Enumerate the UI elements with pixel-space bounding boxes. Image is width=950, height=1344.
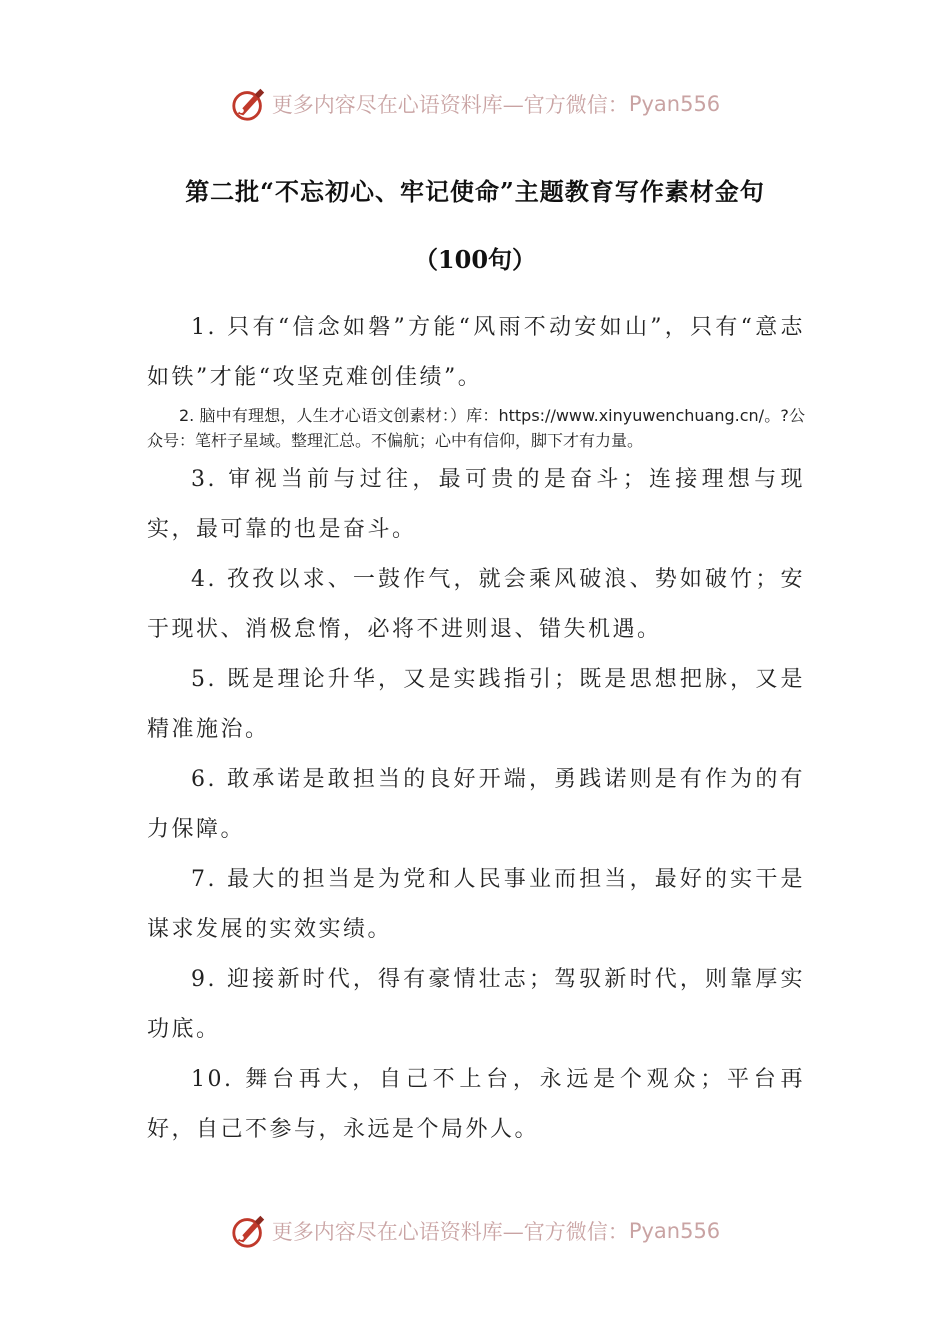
quote-paragraph: 10. 舞台再大，自己不上台，永远是个观众；平台再好，自己不参与，永远是个局外人。	[147, 1067, 805, 1142]
quill-logo-icon	[230, 1212, 268, 1250]
banner-wechat-id: Pyan556	[628, 1219, 721, 1243]
quote-paragraph: 7. 最大的担当是为党和人民事业而担当，最好的实干是谋求发展的实效实绩。	[147, 867, 805, 942]
quote-paragraph: 9. 迎接新时代，得有豪情壮志；驾驭新时代，则靠厚实功底。	[147, 967, 805, 1042]
document-subtitle: （100句）	[413, 245, 537, 274]
banner-text: 更多内容尽在心语资料库—官方微信：	[271, 1220, 629, 1244]
banner-text: 更多内容尽在心语资料库—官方微信：	[271, 93, 629, 117]
document-body	[147, 303, 805, 1155]
footer-banner	[0, 1209, 950, 1253]
quote-paragraph: 3. 审视当前与过往，最可贵的是奋斗；连接理想与现实，最可靠的也是奋斗。	[147, 467, 805, 542]
quote-paragraph: 6. 敢承诺是敢担当的良好开端，勇践诺则是有作为的有力保障。	[147, 767, 805, 842]
header-banner	[0, 82, 950, 126]
banner-wechat-id: Pyan556	[628, 92, 721, 116]
document-title: 第二批“不忘初心、牢记使命”主题教育写作素材金句	[185, 177, 765, 206]
quote-paragraph: 1. 只有“信念如磐”方能“风雨不动安如山”，只有“意志如铁”才能“攻坚克难创佳绩”。	[147, 315, 805, 390]
quote-paragraph: 2. 脑中有理想，人生才心语文创素材：）库：https://www.xinyuwenchuang.cn/。?公众号：笔杆子星域。整理汇总。不偏航；心中有信仰，脚下才有力量。	[147, 406, 805, 450]
quill-logo-icon	[230, 85, 268, 123]
quote-paragraph: 5. 既是理论升华，又是实践指引；既是思想把脉，又是精准施治。	[147, 667, 805, 742]
quote-paragraph: 4. 孜孜以求、一鼓作气，就会乘风破浪、势如破竹；安于现状、消极怠惰，必将不进则退、错失机遇。	[147, 567, 805, 642]
